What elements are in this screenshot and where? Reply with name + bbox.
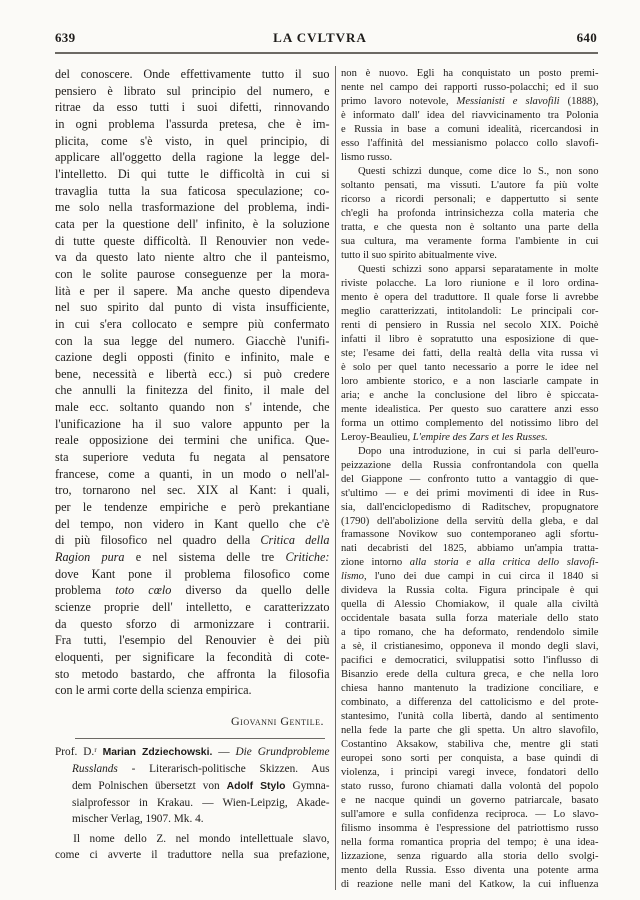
text-line-content: è solo per quel tanto necessario a porre le idee nel (341, 361, 599, 373)
text-line (341, 473, 599, 487)
text-line-content: cazione degli opposti (finito e infinito, male e (55, 350, 330, 365)
text-line (341, 403, 599, 417)
text-line-content: lità e per il sapere. Ma anche questo dipendeva (55, 283, 330, 298)
text-line-content: sta superiore veduta fu negata al pensatore (55, 450, 330, 465)
text-line-content: che annulli la finitezza del finito, il male del (55, 383, 330, 398)
text-line (341, 81, 599, 95)
text-line-content: infatti il libro è sopratutto una esposizione di que- (341, 333, 599, 345)
text-line-content: (1790) dell'abolizione della servitù della gleba, e dal (341, 515, 599, 527)
text-line (55, 183, 330, 200)
text-line-content: ricorso a ricordi personali; e dappertutto si sente (341, 193, 599, 205)
text-line (341, 710, 599, 724)
text-line-content: Dopo una introduzione, in cui si parla dell'euro- (357, 445, 599, 457)
bibliography-line (55, 811, 330, 827)
text-line-content: eloquenti, per significare la fecondità di cote- (55, 649, 330, 664)
text-line (341, 668, 599, 682)
italic-title: Critiche: (285, 550, 330, 565)
text-line-content: primo lavoro notevole, Messianisti e slavofili (1888), (341, 95, 599, 107)
text-line-content: nati decabristi del 1825, abbiamo un'ampia tratta- (341, 543, 599, 555)
text-line (341, 123, 599, 137)
text-line-content: forma un ottimo complemento del notissimo libro del (341, 417, 599, 429)
text-line (55, 216, 330, 233)
text-line (55, 532, 330, 549)
text-line-content: lizzazione, senza riguardo alla storia dello svolgi- (341, 851, 599, 863)
text-line-content: lismo, l'uno dei due campi in cui circa il 1840 si (341, 571, 599, 583)
text-line (341, 542, 599, 556)
text-line-content: cata per la questione dell' infinito, è la soluzione (55, 216, 330, 231)
text-line-content: stantesimo, l'unità colla libertà, dando al sentimento (341, 711, 599, 723)
text-line (55, 416, 330, 433)
text-line-content: sialprofessor in Krakau. — Wien-Leipzig, Akade- (72, 796, 330, 809)
text-line-content: del Giappone — confronto tutto a vantaggio di que- (341, 473, 599, 485)
text-line (55, 99, 330, 116)
text-line-content: in cui s'era collocato e sempre più confermato (55, 316, 330, 331)
text-line-content: quella di Alessio Chomiakow, il quale alla civiltà (341, 599, 599, 611)
text-line-content: Questi schizzi dunque, come dice lo S., non sono (357, 165, 599, 177)
text-line (55, 516, 330, 533)
paragraph (55, 831, 330, 863)
italic-title: alla storia e alla critica dello slavofi- (409, 557, 599, 569)
text-line-content: e Russia in base a comuni idealità, ricercandosi in (341, 123, 599, 135)
text-line (341, 864, 599, 878)
text-line-content: pacifici e democratici, sviluppatisi sotto l'influsso di (341, 655, 599, 667)
text-line (55, 149, 330, 166)
person-name: Adolf Stylo (226, 780, 286, 792)
text-line-content: chiesa hanno mantenuto la tradizione conciliare, e (341, 683, 599, 695)
text-line-content: male ecc. soltanto quando non s' intende, che (55, 400, 330, 415)
text-line (341, 235, 599, 249)
text-line-content: Questi schizzi sono apparsi separatamente in molte (357, 263, 599, 275)
bibliographic-entry (55, 744, 330, 827)
italic-title: Russlands (72, 763, 118, 776)
text-line (341, 850, 599, 864)
text-line-content: pensiero è librato sul principio del numero, e (55, 83, 330, 98)
text-line-content: problema toto cœlo diverso da quello delle (55, 583, 330, 598)
text-line (55, 582, 330, 599)
text-line-content: divideva la Russia colta. Figura principale è qui (341, 585, 599, 597)
text-line-content: mente idealistica. Per questo suo carattere anzi esso (341, 403, 599, 415)
text-line (341, 179, 599, 193)
text-line-content: lismo russo. (341, 151, 393, 163)
text-line (341, 67, 599, 81)
text-line (55, 666, 330, 683)
text-line-content: bene, necessità e libertà ecc.) si può credere (55, 366, 330, 381)
text-line (341, 263, 599, 277)
text-line (341, 445, 599, 459)
author-signature: Giovanni Gentile. (230, 714, 324, 728)
text-line (341, 417, 599, 431)
text-line-content: a tipo romano, che ha deformato, rendendolo simile (341, 627, 599, 639)
text-line (55, 616, 330, 633)
text-line (55, 499, 330, 516)
text-line (55, 116, 330, 133)
text-line (341, 654, 599, 668)
text-line-content: mento della Russia. Esso diventa una potente arma (341, 865, 599, 877)
text-line (341, 724, 599, 738)
text-line-content: stato russo, furono chiamati dalla volontà del popolo (341, 781, 599, 793)
text-line (341, 794, 599, 808)
text-line-content: st'ultimo — e dei primi movimenti di idee in Rus- (341, 487, 599, 499)
italic-title: toto cœlo (115, 583, 172, 598)
text-line (55, 649, 330, 666)
text-line-content: nente nel campo dei rapporti russo-polacchi; ed il suo (341, 81, 599, 93)
bibliography-line (55, 795, 330, 811)
column-divider (335, 66, 336, 890)
text-line-content: violenza, i principi varegi invece, fondatori dello (341, 767, 599, 779)
text-line (341, 347, 599, 361)
text-line-content: mischer Verlag, 1907. Mk. 4. (72, 813, 204, 826)
text-line-content: ritrae da esso tutti i suoi difetti, rinnovando (55, 100, 330, 115)
text-line (55, 432, 330, 449)
text-line-content: con la sua legge del numero. Giacchè l'unifi- (55, 333, 330, 348)
text-line (341, 319, 599, 333)
text-line-content: plicita, come s'è visto, in quel principio, di (55, 133, 330, 148)
text-line-content: Prof. D.ʳ Marian Zdziechowski. — Die Grundprobleme (55, 746, 330, 758)
text-line-content: esso l'affinità del messianismo polacco collo slavofi- (341, 137, 599, 149)
italic-title: Messianisti e slavofili (456, 95, 560, 107)
text-line-content: ste; l'esame dei fatti, della realtà della vita russa vi (341, 347, 599, 359)
text-line-content: sto metodo bastardo, che affronta la filosofia (55, 666, 330, 681)
text-line (55, 333, 330, 350)
text-line-content: l'unificazione ha il suo valore appunto per la (55, 416, 330, 431)
text-line-content: in ogni problema l'assurda pretesa, che è im- (55, 116, 330, 131)
text-line-content: l'intelletto. Di qui tutte le difficoltà in cui si (55, 166, 330, 181)
text-line (341, 221, 599, 235)
text-line (341, 584, 599, 598)
text-line-content: sia, dall'enciclopedismo di Raditschev, propugnatore (341, 501, 599, 513)
header-rule (55, 52, 598, 54)
text-line-content: Fra tutti, l'esempio del Renouvier è dei più (55, 633, 330, 648)
text-line (341, 640, 599, 654)
text-line (341, 501, 599, 515)
bibliography-line (55, 744, 330, 761)
text-line-content: zione intorno alla storia e alla critica dello slavofi- (341, 557, 599, 569)
text-line (55, 382, 330, 399)
text-line (55, 316, 330, 333)
paragraph (55, 66, 330, 699)
text-line (55, 466, 330, 483)
text-line (55, 366, 330, 383)
text-line (55, 599, 330, 616)
text-line-content: del tempo, non videro in Kant quello che c'è (55, 516, 330, 531)
text-line-content: di reazione nelle mani del Katkow, la cui influenza (341, 879, 599, 891)
text-line-content: tutto il suo spirito abitualmente vive. (341, 249, 497, 261)
text-line-content: va da questo lato niente altro che il panteismo, (55, 250, 330, 265)
text-line (55, 199, 330, 216)
person-name: Marian Zdziechowski. (102, 747, 213, 758)
text-line (55, 233, 330, 250)
paragraph (341, 445, 599, 893)
text-line (341, 193, 599, 207)
text-line-content: nella fede la parte che gli spetta. Un altro slavofilo, (341, 725, 599, 737)
text-line (341, 696, 599, 710)
text-line-content: con le solite paurose conseguenze per la mora- (55, 266, 330, 281)
text-line-content: a sè, il cristianesimo, opponeva il mondo degli slavi, (341, 641, 599, 653)
text-line (341, 780, 599, 794)
text-line-content: europei sono sorti per conquista, a base quindi di (341, 753, 599, 765)
text-line (55, 349, 330, 366)
text-line (341, 822, 599, 836)
text-line-content: ch'egli ha profonda intrinsichezza colla materia che (341, 207, 599, 219)
text-line-content: Bisanzio erede della cultura greca, e che nella loro (341, 669, 599, 681)
text-line (55, 66, 330, 83)
text-line (341, 682, 599, 696)
text-line (341, 277, 599, 291)
text-line (55, 549, 330, 566)
paragraph (341, 67, 599, 165)
text-line (341, 249, 599, 263)
text-line (55, 449, 330, 466)
text-line (341, 95, 599, 109)
text-line (341, 431, 599, 445)
text-line-content: reale opposizione dei termini che unifica. Que- (55, 433, 330, 448)
text-line-content: riviste polacche. La loro riunione e il loro ordina- (341, 277, 599, 289)
text-line-content: come ci avverte il traduttore nella sua prefazione, (55, 849, 330, 861)
text-line (341, 598, 599, 612)
text-line-content: del conoscere. Onde effettivamente tutto il suo (55, 67, 330, 81)
text-line-content: tro, tornarono nel sec. XIX al Kant: i quali, (55, 483, 330, 498)
text-line-content: di tutte queste difficoltà. Il Renouvier non vede- (55, 233, 330, 248)
text-line-content: occidentale basata sulla forza materiale dello stato (341, 613, 599, 625)
text-line (55, 482, 330, 499)
text-line (55, 632, 330, 649)
text-line-content: con le armi corte della scienza empirica. (55, 683, 252, 698)
text-line-content: Leroy-Beaulieu, L'empire des Zars et les Russes. (341, 431, 548, 443)
text-line (341, 766, 599, 780)
text-line (341, 375, 599, 389)
italic-title: Critica della (260, 533, 330, 548)
text-line-content: applicare all'oggetto della ragione la legge del- (55, 150, 330, 165)
text-line (341, 752, 599, 766)
text-line-content: non è nuovo. Egli ha conquistato un posto premi- (341, 68, 599, 79)
text-line (341, 109, 599, 123)
text-line (341, 556, 599, 570)
text-line-content: sull'amore e sulla confidenza reciproca. — Lo slavo- (341, 809, 599, 821)
text-line-content: Russlands - Literarisch-politische Skizzen. Aus (72, 763, 330, 776)
text-line (341, 515, 599, 529)
text-line (55, 83, 330, 100)
text-line-content: loro ambiente storico, e a non lasciarle campate in (341, 375, 599, 387)
text-line (55, 847, 330, 863)
text-line (55, 831, 330, 847)
text-line-content: renti di pensiero in Russia nel secolo XIX. Poichè (341, 319, 599, 331)
text-line-content: me solo nella trasformazione del problema, indi- (55, 200, 330, 215)
paragraph (341, 263, 599, 445)
text-line-content: sua cultura, ma veramente forma l'ambiente in cui (341, 235, 599, 247)
text-line-content: Ragion pura e nel sistema delle tre Critiche: (55, 550, 330, 565)
text-line-content: peizzazione della Russia confrontandola con quella (341, 459, 599, 471)
text-line (55, 249, 330, 266)
review-separator-rule (75, 738, 325, 739)
text-line (341, 738, 599, 752)
page-number-left: 639 (55, 30, 76, 45)
text-line (341, 487, 599, 501)
running-title: LA CVLTVRA (273, 30, 367, 45)
text-line-content: Costantino Aksakow, stabiliva che, mentre gli stati (341, 739, 599, 751)
text-line (341, 459, 599, 473)
text-line (341, 333, 599, 347)
text-line-content: framassone Novikow suo contemporaneo agli sfortu- (341, 529, 599, 541)
text-line (55, 133, 330, 150)
text-line (341, 612, 599, 626)
text-line-content: dove Kant pone il problema filosofico come (55, 566, 330, 581)
text-line (55, 283, 330, 300)
italic-title: Ragion pura (55, 550, 125, 565)
text-line (341, 878, 599, 892)
text-line (341, 165, 599, 179)
text-line (55, 566, 330, 583)
text-line-content: francese, come a quanti, in un modo o nell'al- (55, 466, 330, 481)
text-line (55, 299, 330, 316)
text-line (55, 166, 330, 183)
review-opening-paragraph (55, 831, 330, 863)
left-column-body (55, 66, 330, 699)
right-column-body (341, 67, 599, 892)
page-number-right: 640 (576, 30, 597, 45)
text-line-content: nel suo spirito dal punto di vista insufficiente, (55, 300, 330, 315)
text-line (341, 361, 599, 375)
text-line (341, 626, 599, 640)
text-line-content: nella forma romantica propria del tempo; è una idea- (341, 837, 599, 849)
text-line (341, 137, 599, 151)
text-line-content: dem Polnischen übersetzt von Adolf Stylo Gymna- (72, 779, 330, 792)
text-line (341, 570, 599, 584)
bibliography-line (55, 761, 330, 777)
bibliography-line (55, 778, 330, 795)
text-line (341, 389, 599, 403)
text-line-content: meglio caratterizzati, intitolandoli: Le principali cor- (341, 305, 599, 317)
paragraph (341, 165, 599, 263)
text-line (341, 808, 599, 822)
text-line-content: travaglia tutta la sua faticosa speculazione; co- (55, 183, 330, 198)
text-line (341, 305, 599, 319)
italic-title: Die Grundprobleme (235, 746, 330, 758)
text-line-content: scienze proprie dell' intelletto, e caratterizzato (55, 600, 330, 614)
text-line-content: tratta, e che questa non è soltanto una parte della (341, 221, 599, 233)
text-line (55, 399, 330, 416)
text-line (341, 836, 599, 850)
text-line-content: Il nome dello Z. nel mondo intellettuale slavo, (73, 833, 330, 845)
text-line-content: combinato, a differenza del cattolicismo e del prote- (341, 697, 599, 709)
italic-title: lismo (341, 571, 364, 583)
text-line-content: mento è opera del traduttore. Il quale forse li avrebbe (341, 291, 599, 303)
text-line (341, 291, 599, 305)
text-line-content: e ne nacque quindi un governo patriarcale, basato (341, 795, 599, 807)
text-line (55, 682, 330, 699)
text-line-content: filismo insomma è l'espressione del patriottismo russo (341, 823, 599, 835)
text-line (55, 266, 330, 283)
italic-title: L'empire des Zars et les Russes. (412, 431, 548, 443)
text-line (341, 528, 599, 542)
text-line (341, 151, 599, 165)
text-line-content: da questo sforzo di armonizzare i contrarii. (55, 616, 330, 631)
text-line-content: di più filosofico nel quadro della Critica della (55, 533, 330, 548)
text-line-content: aria; e anche la conclusione del libro è spiccata- (341, 389, 599, 401)
text-line-content: è informato dall' idea del riavvicinamento tra Polonia (341, 109, 599, 121)
text-line-content: soltanto pensati, ma vissuti. L'autore fa più volte (341, 179, 599, 191)
text-line-content: per le tendenze empiriche e però prekantiane (55, 500, 330, 515)
text-line (341, 207, 599, 221)
